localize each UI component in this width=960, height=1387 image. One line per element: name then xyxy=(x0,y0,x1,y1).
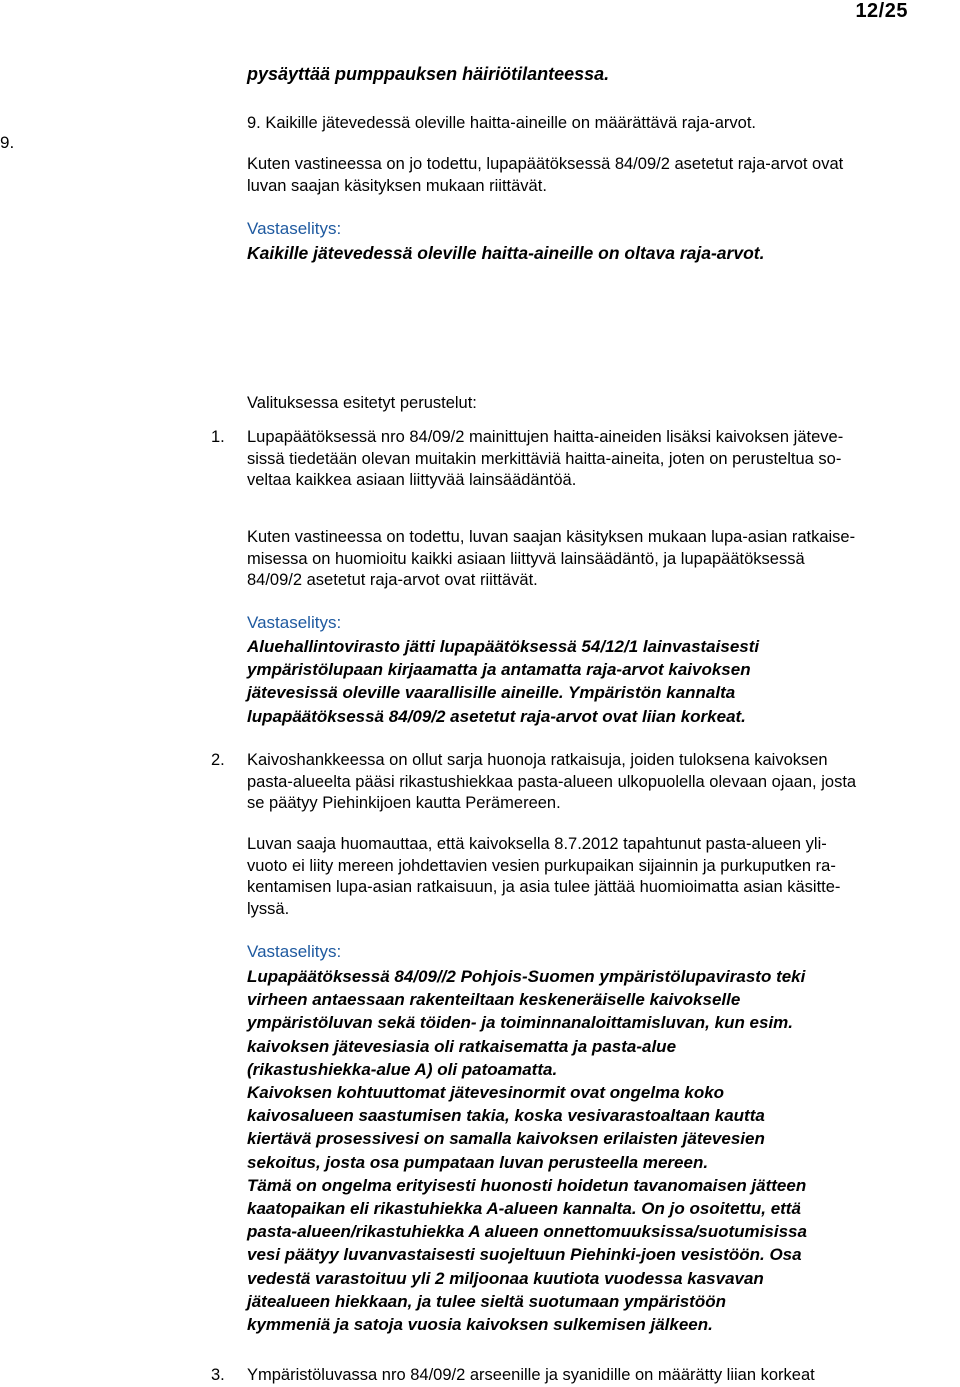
point-3-number: 3. xyxy=(211,1366,225,1384)
point-1-reply xyxy=(247,527,855,592)
point-1-response-body xyxy=(247,635,759,728)
item-9-text: 9. Kaikille jätevedessä oleville haitta-aineille on määrättävä raja-arvot. xyxy=(247,114,757,132)
point-2-reply-line: lyssä. xyxy=(247,899,290,918)
point-1-reply-line: 84/09/2 asetetut raja-arvot ovat riittävät. xyxy=(247,571,538,589)
point-2-response-line: kaatopaikan eli rikastuhiekka A-alueen kannalta. On jo osoitettu, että xyxy=(247,1199,801,1219)
point-2-line: se päätyy Piehinkijoen kautta Perämereen. xyxy=(247,794,561,812)
point-2-response-line: kymmeniä ja satoja vuosia kaivoksen sulkemisen jälkeen. xyxy=(247,1315,713,1335)
intro-line: pysäyttää pumppauksen häiriötilanteessa. xyxy=(247,64,610,84)
point-2-number: 2. xyxy=(211,751,225,769)
item-9-reply-line: Kuten vastineessa on jo todettu, lupapäätöksessä 84/09/2 asetetut raja-arvot ovat xyxy=(247,155,844,173)
point-1-text xyxy=(247,427,953,492)
point-2-line: pasta-alueelta pääsi rikastushiekkaa pasta-alueen ulkopuolella olevaan ojaan, josta xyxy=(247,772,857,791)
point-2-reply-line: Luvan saaja huomauttaa, että kaivoksella 8.7.2012 tapahtunut pasta-alueen yli- xyxy=(247,835,827,853)
point-1-response-line: jätevesissä oleville vaarallisille aineille. Ympäristön kannalta xyxy=(247,683,736,703)
item-9-response-title: Vastaselitys: xyxy=(247,219,342,238)
point-1-response-line: ympäristölupaan kirjaamatta ja antamatta raja-arvot kaivoksen xyxy=(247,660,751,680)
point-1-response-line: lupapäätöksessä 84/09/2 asetetut raja-arvot ovat liian korkeat. xyxy=(247,706,746,726)
point-2-reply-line: kentamisen lupa-asian ratkaisuun, ja asia tulee jättää huomioimatta asian käsitte- xyxy=(247,878,841,896)
point-1-line: sissä tiedetään olevan muitakin merkittäviä haitta-aineita, joten on perusteltua so- xyxy=(247,449,842,468)
point-3-text xyxy=(247,1365,815,1387)
margin-number: 9. xyxy=(0,133,15,152)
point-2-response-line: sekoitus, josta osa pumpataan luvan perusteella mereen. xyxy=(247,1152,709,1172)
point-2-response-line: kaivoksen jätevesiasia oli ratkaisematta ja pasta-alue xyxy=(247,1036,677,1056)
point-2-response-line: virheen antaessaan rakenteiltaan keskeneräiselle kaivokselle xyxy=(247,990,741,1010)
point-3-line: Ympäristöluvassa nro 84/09/2 arseenille ja syanidille on määrätty liian korkeat xyxy=(247,1366,815,1384)
point-2-response-body xyxy=(247,965,807,1336)
item-9-reply xyxy=(247,154,843,197)
point-2-response-line: Lupapäätöksessä 84/09//2 Pohjois-Suomen ympäristölupavirasto teki xyxy=(247,967,806,986)
point-2-response-line: jätealueen hiekkaan, ja tulee sieltä suotumaan ympäristöön xyxy=(247,1291,726,1311)
point-1-reply-line: Kuten vastineessa on todettu, luvan saajan käsityksen mukaan lupa-asian ratkaise- xyxy=(247,528,856,546)
point-2-reply-line: vuoto ei liity mereen johdettavien vesien purkupaikan sijainnin ja purkuputken ra- xyxy=(247,856,836,875)
point-1-number: 1. xyxy=(211,428,225,446)
page-number: 12/25 xyxy=(855,0,908,22)
point-2-response-line: kaivosalueen saastumisen takia, koska vesivarastoaltaan kautta xyxy=(247,1106,765,1126)
item-9-response-body: Kaikille jätevedessä oleville haitta-aineille on oltava raja-arvot. xyxy=(247,243,765,263)
point-2-response-line: Kaivoksen kohtuuttomat jätevesinormit ovat ongelma koko xyxy=(247,1083,725,1103)
point-1-response-line: Aluehallintovirasto jätti lupapäätöksessä 54/12/1 lainvastaisesti xyxy=(247,637,760,656)
point-2-text xyxy=(247,750,856,815)
point-2-response-line: (rikastushiekka-alue A) oli patoamatta. xyxy=(247,1059,558,1079)
point-1-reply-line: misessa on huomioitu kaikki asiaan liittyvä lainsäädäntö, ja lupapäätöksessä xyxy=(247,549,805,568)
item-9-reply-line: luvan saajan käsityksen mukaan riittävät. xyxy=(247,176,547,195)
point-2-response-line: pasta-alueen/rikastuhiekka A alueen onnettomuuksissa/suotumisissa xyxy=(247,1222,807,1242)
point-2-reply xyxy=(247,834,840,920)
point-2-response-line: kiertävä prosessivesi on samalla kaivoksen erilaisten jätevesien xyxy=(247,1129,765,1149)
point-2-response-line: Tämä on ongelma erityisesti huonosti hoidetun tavanomaisen jätteen xyxy=(247,1175,807,1195)
point-2-response-line: vedestä varastoituu yli 2 miljoonaa kuutiota vuodessa kasvavan xyxy=(247,1268,764,1288)
point-1-response-title: Vastaselitys: xyxy=(247,613,342,632)
point-2-response-line: ympäristöluvan sekä töiden- ja toiminnanaloittamisluvan, kun esim. xyxy=(247,1013,794,1033)
section-heading: Valituksessa esitetyt perustelut: xyxy=(247,394,477,412)
point-2-response-line: vesi päätyy luvanvastaisesti suojeltuun Piehinki-joen vesistöön. Osa xyxy=(247,1245,802,1265)
point-1-line: Lupapäätöksessä nro 84/09/2 mainittujen haitta-aineiden lisäksi kaivoksen jäteve- xyxy=(247,428,844,446)
point-1-line: veltaa kaikkea asiaan liittyvää lainsäädäntöä. xyxy=(247,471,577,489)
point-2-line: Kaivoshankkeessa on ollut sarja huonoja ratkaisuja, joiden tuloksena kaivoksen xyxy=(247,751,828,769)
point-2-response-title: Vastaselitys: xyxy=(247,942,342,961)
